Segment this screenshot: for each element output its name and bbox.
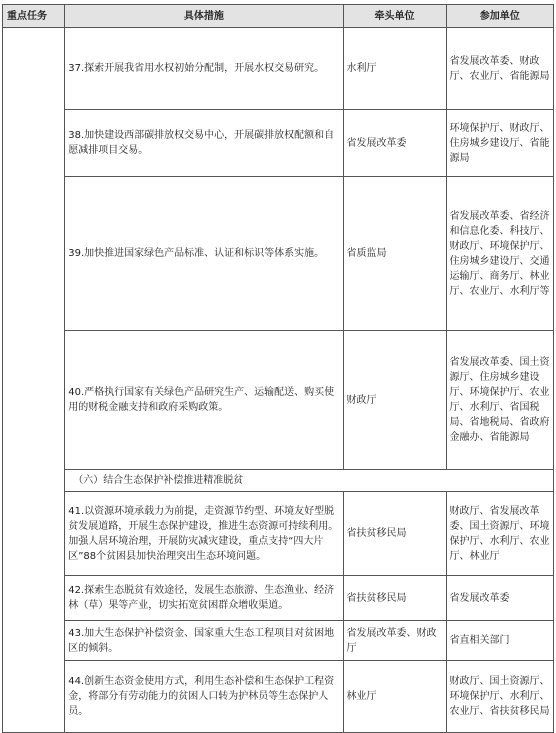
- table-row: [3, 621, 554, 661]
- table-row: [3, 661, 554, 733]
- measure-cell: 38.加快建设西部碳排放权交易中心，开展碳排放权配额和自愿减排项目交易。: [65, 110, 343, 177]
- lead-cell: 省扶贫移民局: [343, 492, 446, 576]
- participants-cell: 省发展改革委、国土资源厅、住房城乡建设厅、环境保护厅、农业厅、水利厅、省国税局、省地税局、省政府金融办、省能源局: [446, 331, 554, 470]
- lead-cell: 省质监局: [343, 177, 446, 331]
- table-row: [3, 28, 554, 110]
- lead-cell: 省发展改革委: [343, 110, 446, 177]
- header-participants: 参加单位: [446, 5, 554, 28]
- participants-cell: 省发展改革委、财政厅、农业厅、省能源局: [446, 28, 554, 110]
- participants-cell: 省直相关部门: [446, 621, 554, 661]
- table-row: [3, 331, 554, 470]
- measure-cell: 44.创新生态资金使用方式，利用生态补偿和生态保护工程资金，将部分有劳动能力的贫困人口转为护林员等生态保护人员。: [65, 661, 343, 733]
- header-lead: 牵头单位: [343, 5, 446, 28]
- participants-cell: 省发展改革委、省经济和信息化委、科技厅、财政厅、环境保护厅、住房城乡建设厅、交通运输厅、商务厅、林业厅、农业厅、水利厅等: [446, 177, 554, 331]
- header-task: 重点任务: [3, 5, 65, 28]
- lead-cell: 林业厅: [343, 661, 446, 733]
- task-cell: [3, 28, 65, 733]
- table-row: [3, 492, 554, 576]
- lead-cell: 财政厅: [343, 331, 446, 470]
- participants-cell: 环境保护厅、财政厅、住房城乡建设厅、省能源局: [446, 110, 554, 177]
- table-header-row: [3, 5, 554, 28]
- measure-cell: 39.加快推进国家绿色产品标准、认证和标识等体系实施。: [65, 177, 343, 331]
- lead-cell: 省发展改革委、财政厅: [343, 621, 446, 661]
- table-row: [3, 177, 554, 331]
- measures-table: [2, 4, 554, 733]
- header-measures: 具体措施: [65, 5, 343, 28]
- table-row: [3, 576, 554, 621]
- measure-cell: 43.加大生态保护补偿资金、国家重大生态工程项目对贫困地区的倾斜。: [65, 621, 343, 661]
- lead-cell: 水利厅: [343, 28, 446, 110]
- section-row: [3, 470, 554, 492]
- measure-cell: 41.以资源环境承载力为前提，走资源节约型、环境友好型脱贫发展道路，开展生态保护建设，推进生态资源可持续利用。加强人居环境治理，开展防灾减灾建设，重点支持“四大片区”88个贫困县加快治理突出生态环境问题。: [65, 492, 343, 576]
- measure-cell: 42.探索生态脱贫有效途径，发展生态旅游、生态渔业、经济林（草）果等产业，切实拓宽贫困群众增收渠道。: [65, 576, 343, 621]
- table-body: [3, 28, 554, 733]
- lead-cell: 省扶贫移民局: [343, 576, 446, 621]
- participants-cell: 省发展改革委: [446, 576, 554, 621]
- participants-cell: 财政厅、国土资源厅、环境保护厅、水利厅、农业厅、省扶贫移民局: [446, 661, 554, 733]
- participants-cell: 财政厅、省发展改革委、国土资源厅、环境保护厅、水利厅、农业厅、林业厅: [446, 492, 554, 576]
- table-row: [3, 110, 554, 177]
- section-title: （六）结合生态保护补偿推进精准脱贫: [65, 470, 554, 492]
- measure-cell: 40.严格执行国家有关绿色产品研究生产、运输配送、购买使用的财税金融支持和政府采购政策。: [65, 331, 343, 470]
- measure-cell: 37.探索开展我省用水权初始分配制，开展水权交易研究。: [65, 28, 343, 110]
